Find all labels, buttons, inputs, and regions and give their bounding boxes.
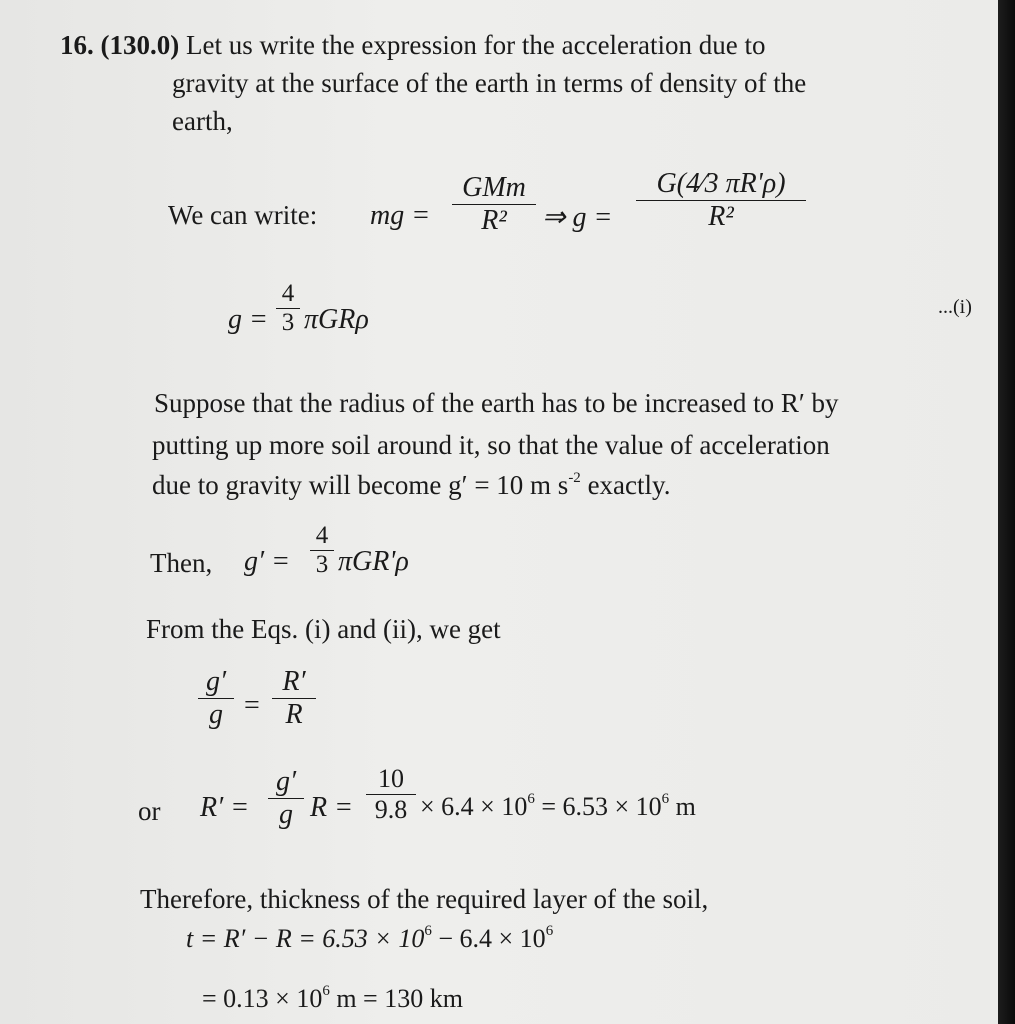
eq5-fraction-values bbox=[366, 764, 416, 825]
eq1-frac2-numerator: G(4⁄3 πR'ρ) bbox=[656, 168, 786, 199]
eq1-implies: ⇒ g = bbox=[542, 202, 613, 233]
eq5-rhs-c: m bbox=[669, 792, 696, 821]
equation-label-i: ...(i) bbox=[938, 296, 972, 318]
eq4-numerator-left: g′ bbox=[205, 666, 227, 697]
eq4-numerator-right: R′ bbox=[282, 666, 306, 697]
problem-answer: (130.0) bbox=[100, 30, 180, 60]
eq1-fraction-2 bbox=[636, 168, 806, 233]
eq7-exponent: 6 bbox=[322, 983, 330, 999]
para2-exponent: -2 bbox=[568, 470, 581, 486]
eq5-rhs bbox=[420, 792, 696, 822]
eq5-rhs-b: = 6.53 × 10 bbox=[534, 792, 662, 821]
eq3-rhs: πGR'ρ bbox=[338, 546, 409, 577]
eq5-denominator-values: 9.8 bbox=[374, 795, 408, 824]
eq4-denominator-left: g bbox=[209, 699, 223, 730]
eq4-denominator-right: R bbox=[285, 699, 303, 730]
eq1-frac2-denominator: R² bbox=[708, 201, 734, 232]
eq2-denominator: 3 bbox=[281, 309, 295, 336]
eq1-frac1-denominator: R² bbox=[481, 205, 507, 236]
problem-heading-line bbox=[60, 30, 766, 60]
eq3-prefix: Then, bbox=[150, 548, 213, 578]
eq2-lhs: g = bbox=[228, 304, 268, 335]
para2-line-3-text: due to gravity will become g′ = 10 m s bbox=[152, 470, 569, 500]
eq6-exponent-1: 6 bbox=[424, 923, 432, 939]
eq7-line bbox=[202, 984, 463, 1014]
para2-line-1: Suppose that the radius of the earth has to be increased to R′ by bbox=[154, 388, 839, 418]
eq3-fraction bbox=[310, 522, 334, 579]
eq3-numerator: 4 bbox=[315, 522, 329, 549]
intro-text-2: gravity at the surface of the earth in terms of density of the bbox=[172, 68, 807, 98]
eq1-lhs: mg = bbox=[370, 200, 431, 231]
problem-number: 16. bbox=[60, 30, 94, 60]
eq2-numerator: 4 bbox=[281, 280, 295, 307]
intro-text-1: Let us write the expression for the acceleration due to bbox=[185, 30, 766, 60]
eq7-a: = 0.13 × 10 bbox=[202, 984, 323, 1013]
eq5-numerator-values: 10 bbox=[378, 764, 404, 793]
eq5-denominator-g: g bbox=[279, 799, 293, 830]
para2-line-3 bbox=[152, 470, 671, 500]
para3-text: From the Eqs. (i) and (ii), we get bbox=[146, 614, 501, 644]
para2-line-3-end: exactly. bbox=[580, 470, 671, 500]
eq6-exponent-2: 6 bbox=[545, 923, 554, 939]
eq7-b: m = 130 km bbox=[329, 984, 463, 1013]
eq1-fraction-1 bbox=[452, 172, 536, 237]
eq6-b: − 6.4 × 10 bbox=[431, 924, 546, 953]
eq5-exponent-1: 6 bbox=[527, 791, 535, 807]
eq5-rhs-a: × 6.4 × 10 bbox=[420, 792, 528, 821]
eq4-fraction-right bbox=[272, 666, 316, 731]
para2-line-2: putting up more soil around it, so that the value of acceleration bbox=[152, 430, 830, 460]
para4-text: Therefore, thickness of the required layer of the soil, bbox=[140, 884, 709, 914]
intro-text-3: earth, bbox=[172, 106, 233, 136]
eq6-a: t = R′ − R = 6.53 × 10 bbox=[186, 924, 425, 953]
eq1-frac1-numerator: GMm bbox=[462, 172, 526, 203]
eq1-prefix: We can write: bbox=[168, 200, 318, 230]
eq2-rhs: πGRρ bbox=[304, 304, 369, 335]
eq5-fraction-g bbox=[268, 766, 304, 831]
eq2-fraction bbox=[276, 280, 300, 337]
page-edge-shadow bbox=[998, 0, 1015, 1024]
eq3-denominator: 3 bbox=[315, 551, 329, 578]
eq5-exponent-2: 6 bbox=[661, 791, 670, 807]
eq5-lhs: R′ = bbox=[200, 792, 250, 823]
eq3-lhs: g′ = bbox=[244, 546, 291, 577]
eq4-equals: = bbox=[244, 690, 260, 721]
eq4-fraction-left bbox=[198, 666, 234, 731]
eq6-line bbox=[186, 924, 553, 954]
eq5-prefix: or bbox=[138, 796, 161, 826]
eq5-numerator-g: g′ bbox=[275, 766, 297, 797]
eq5-mid: R = bbox=[310, 792, 353, 823]
